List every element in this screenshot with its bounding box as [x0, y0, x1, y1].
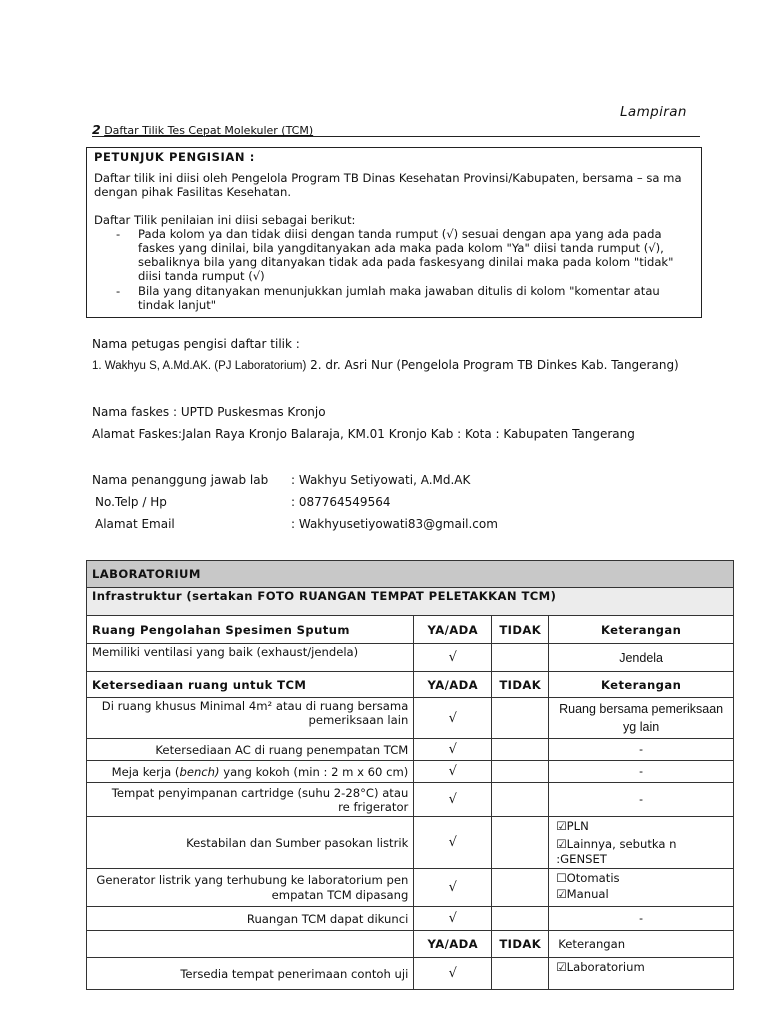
column-header-tidak: TIDAK: [492, 672, 549, 698]
keterangan-options: [549, 958, 734, 990]
row-label: Ketersediaan AC di ruang penempatan TCM: [87, 739, 414, 761]
group-title: Ruang Pengolahan Spesimen Sputum: [87, 616, 414, 644]
table-row: [87, 616, 734, 644]
document-title: [92, 122, 700, 137]
check-tidak: [492, 783, 549, 817]
column-header-keterangan: Keterangan: [549, 616, 734, 644]
group-title: Ketersediaan ruang untuk TCM: [87, 672, 414, 698]
check-tidak: [492, 907, 549, 931]
instructions-heading: PETUNJUK PENGISIAN :: [94, 150, 255, 164]
row-label: Generator listrik yang terhubung ke laboratorium pen empatan TCM dipasang: [87, 869, 414, 907]
petugas-name-1: 1. Wakhyu S, A.Md.AK. (PJ Laboratorium): [92, 360, 307, 372]
check-ya: √: [414, 958, 492, 990]
check-ya: √: [414, 761, 492, 783]
row-label: Di ruang khusus Minimal 4m² atau di ruang bersama pemeriksaan lain: [87, 698, 414, 739]
keterangan-cell: -: [549, 739, 734, 761]
column-header-ya: YA/ADA: [414, 931, 492, 958]
section-header: LABORATORIUM: [87, 561, 734, 588]
table-row: [87, 869, 734, 907]
laboratorium-table: [86, 560, 734, 990]
document-number: 2: [92, 122, 101, 137]
row-label: Tempat penyimpanan cartridge (suhu 2-28°C) atau re frigerator: [87, 783, 414, 817]
petugas-names: [92, 358, 679, 372]
check-ya: √: [414, 783, 492, 817]
row-label-italic: bench): [179, 764, 220, 779]
row-label: Tersedia tempat penerimaan contoh uji: [87, 958, 414, 990]
empty-cell: [87, 931, 414, 958]
column-header-keterangan: Keterangan: [549, 672, 734, 698]
check-tidak: [492, 698, 549, 739]
contact-value: : Wakhyu Setiyowati, A.Md.AK: [291, 473, 471, 487]
contact-label: Alamat Email: [95, 517, 175, 531]
column-header-tidak: TIDAK: [492, 931, 549, 958]
check-tidak: [492, 869, 549, 907]
row-label: Kestabilan dan Sumber pasokan listrik: [87, 817, 414, 869]
check-tidak: [492, 817, 549, 869]
contact-label: No.Telp / Hp: [95, 495, 167, 509]
instructions-box: [86, 147, 702, 318]
faskes-address: Alamat Faskes:Jalan Raya Kronjo Balaraja, KM.01 Kronjo Kab : Kota : Kabupaten Tangerang: [92, 427, 635, 441]
table-row: [87, 931, 734, 958]
check-ya: √: [414, 907, 492, 931]
option-checkbox: ☑Manual: [556, 887, 609, 901]
contact-label: Nama penanggung jawab lab: [92, 473, 269, 487]
table-row: [87, 907, 734, 931]
check-ya: √: [414, 869, 492, 907]
table-row: [87, 817, 734, 869]
keterangan-cell: Jendela: [549, 644, 734, 672]
table-row: [87, 561, 734, 588]
table-row: [87, 588, 734, 616]
lampiran-label: Lampiran: [620, 104, 687, 120]
row-label: Memiliki ventilasi yang baik (exhaust/jendela): [87, 644, 414, 672]
instructions-item: - Pada kolom ya dan tidak diisi dengan tanda rumput (√) sesuai dengan apa yang ada pada faskes yang dinilai, bila yangditanyakan ada maka pada kolom "Ya" diisi tanda rumput (√), sebaliknya bila yang ditanyakan tidak ada pada faskesyang dinilai maka pada kolom "tidak" diisi tanda rumput (√): [138, 227, 694, 283]
row-label: Ruangan TCM dapat dikunci: [87, 907, 414, 931]
keterangan-cell: -: [549, 907, 734, 931]
check-ya: √: [414, 644, 492, 672]
row-label: [87, 761, 414, 783]
column-header-ya: YA/ADA: [414, 672, 492, 698]
subsection-header: Infrastruktur (sertakan FOTO RUANGAN TEMPAT PELETAKKAN TCM): [87, 588, 734, 616]
instructions-paragraph-1: Daftar tilik ini diisi oleh Pengelola Program TB Dinas Kesehatan Provinsi/Kabupaten, bersama – sa ma dengan pihak Fasilitas Kesehatan.: [94, 171, 682, 199]
keterangan-cell: Ruang bersama pemeriksaan yg lain: [549, 698, 734, 739]
petugas-name-2: 2. dr. Asri Nur (Pengelola Program TB Dinkes Kab. Tangerang): [306, 358, 679, 372]
option-checkbox: ☑Lainnya, sebutka n :GENSET: [556, 837, 677, 866]
row-label-part: yang kokoh (min : 2 m x 60 cm): [219, 764, 409, 779]
instructions-item: - Bila yang ditanyakan menunjukkan jumlah maka jawaban ditulis di kolom "komentar atau tindak lanjut": [138, 284, 694, 312]
check-ya: √: [414, 698, 492, 739]
table-row: [87, 644, 734, 672]
option-checkbox: ☑PLN: [556, 819, 589, 833]
option-checkbox: ☐Otomatis: [556, 871, 620, 885]
faskes-name: Nama faskes : UPTD Puskesmas Kronjo: [92, 405, 326, 419]
check-ya: √: [414, 817, 492, 869]
petugas-label: Nama petugas pengisi daftar tilik :: [92, 337, 300, 351]
row-label-part: Meja kerja (: [111, 764, 180, 779]
check-tidak: [492, 644, 549, 672]
contact-value: : 087764549564: [291, 495, 391, 509]
instructions-list: [94, 227, 694, 312]
keterangan-cell: -: [549, 783, 734, 817]
document-title-text: Daftar Tilik Tes Cepat Molekuler (TCM): [104, 124, 314, 137]
table-row: [87, 783, 734, 817]
keterangan-options: [549, 817, 734, 869]
table-row: [87, 739, 734, 761]
keterangan-cell: -: [549, 761, 734, 783]
table-row: [87, 672, 734, 698]
table-row: [87, 761, 734, 783]
instructions-paragraph-2: Daftar Tilik penilaian ini diisi sebagai berikut:: [94, 213, 356, 227]
option-checkbox: ☑Laboratorium: [556, 960, 645, 974]
table-row: [87, 958, 734, 990]
check-tidak: [492, 761, 549, 783]
keterangan-options: [549, 869, 734, 907]
column-header-ya: YA/ADA: [414, 616, 492, 644]
check-tidak: [492, 958, 549, 990]
table-row: [87, 698, 734, 739]
check-ya: √: [414, 739, 492, 761]
column-header-keterangan: Keterangan: [549, 931, 734, 958]
contact-value: : Wakhyusetiyowati83@gmail.com: [291, 517, 498, 531]
column-header-tidak: TIDAK: [492, 616, 549, 644]
check-tidak: [492, 739, 549, 761]
